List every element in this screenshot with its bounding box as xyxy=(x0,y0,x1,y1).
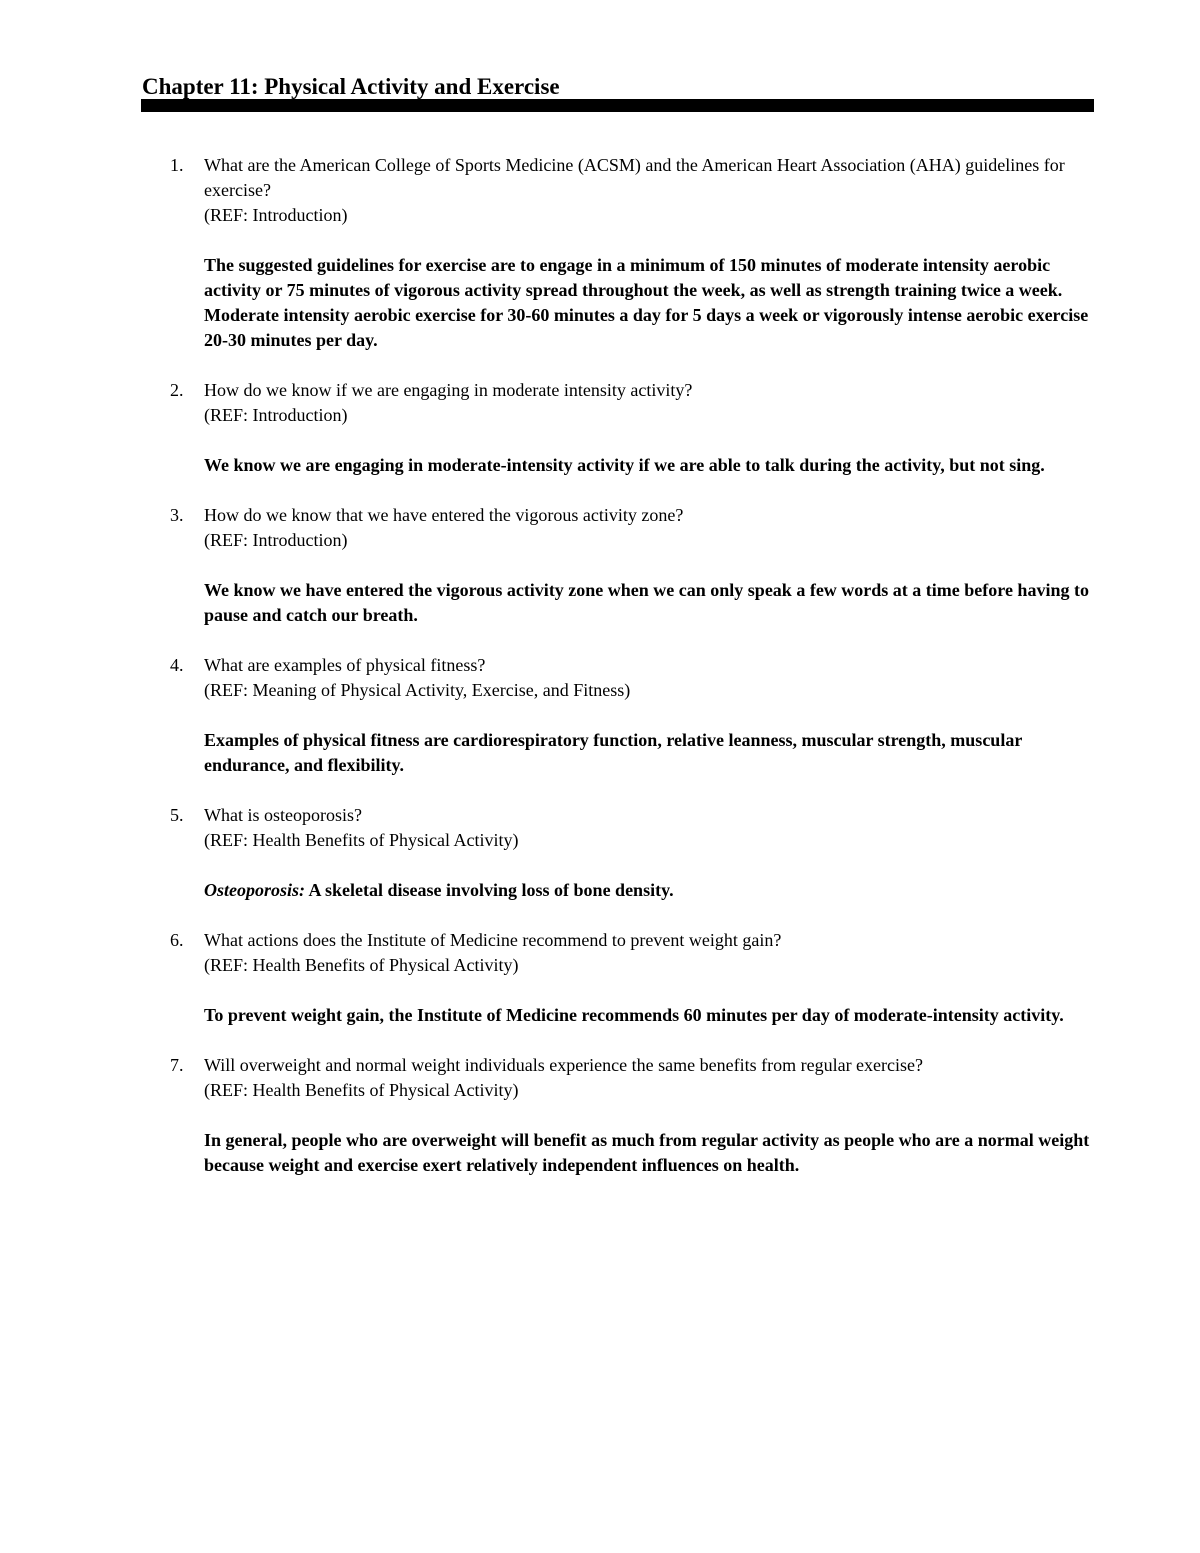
question-item-7 xyxy=(142,1053,1102,1178)
question-reference: (REF: Meaning of Physical Activity, Exercise, and Fitness) xyxy=(204,680,631,700)
question-item-4 xyxy=(142,653,1102,778)
question-number: 7. xyxy=(170,1055,184,1075)
answer-text xyxy=(204,1128,1102,1178)
question-text: What is osteoporosis? xyxy=(204,805,362,825)
question-number: 5. xyxy=(170,805,184,825)
question-number: 1. xyxy=(170,155,184,175)
answer-text xyxy=(204,253,1102,353)
question-reference: (REF: Health Benefits of Physical Activity) xyxy=(204,830,519,850)
question-number: 6. xyxy=(170,930,184,950)
question-text: Will overweight and normal weight individuals experience the same benefits from regular exercise? xyxy=(204,1055,924,1075)
answer-line: Moderate intensity aerobic exercise for 30-60 minutes a day for 5 days a week or vigorously intense aerobic exercise 20-30 minutes per day. xyxy=(204,305,1089,350)
question-list xyxy=(142,153,1102,1203)
question-item-1 xyxy=(142,153,1102,353)
answer-text xyxy=(204,453,1102,478)
question-reference: (REF: Introduction) xyxy=(204,205,348,225)
answer-line: We know we have entered the vigorous activity zone when we can only speak a few words at a time before having to pause and catch our breath. xyxy=(204,580,1089,625)
question-item-2 xyxy=(142,378,1102,478)
question-text: How do we know that we have entered the vigorous activity zone? xyxy=(204,505,684,525)
answer-line: We know we are engaging in moderate-intensity activity if we are able to talk during the activity, but not sing. xyxy=(204,455,1045,475)
answer-line: To prevent weight gain, the Institute of Medicine recommends 60 minutes per day of moderate-intensity activity. xyxy=(204,1005,1064,1025)
answer-text xyxy=(204,728,1102,778)
question-reference: (REF: Health Benefits of Physical Activity) xyxy=(204,1080,519,1100)
question-text: What are examples of physical fitness? xyxy=(204,655,486,675)
question-reference: (REF: Introduction) xyxy=(204,530,348,550)
question-number: 3. xyxy=(170,505,184,525)
question-text: How do we know if we are engaging in moderate intensity activity? xyxy=(204,380,693,400)
question-number: 2. xyxy=(170,380,184,400)
question-item-6 xyxy=(142,928,1102,1028)
answer-line: Examples of physical fitness are cardiorespiratory function, relative leanness, muscular strength, muscular endurance, and flexibility. xyxy=(204,730,1022,775)
answer-definition: A skeletal disease involving loss of bone density. xyxy=(305,880,674,900)
chapter-title: Chapter 11: Physical Activity and Exercise xyxy=(142,74,560,99)
answer-term: Osteoporosis: xyxy=(204,880,306,900)
answer-text xyxy=(204,1003,1102,1028)
title-rule xyxy=(141,99,1094,112)
question-number: 4. xyxy=(170,655,184,675)
answer-text xyxy=(204,878,1102,903)
answer-line: The suggested guidelines for exercise are to engage in a minimum of 150 minutes of moderate intensity aerobic activity or 75 minutes of vigorous activity spread throughout the week, as well as strength training twice a week. xyxy=(204,255,1063,300)
answer-line: In general, people who are overweight will benefit as much from regular activity as people who are a normal weight because weight and exercise exert relatively independent influences on health. xyxy=(204,1130,1090,1175)
question-reference: (REF: Health Benefits of Physical Activity) xyxy=(204,955,519,975)
question-reference: (REF: Introduction) xyxy=(204,405,348,425)
question-text: What are the American College of Sports Medicine (ACSM) and the American Heart Association (AHA) guidelines for exercise? xyxy=(204,155,1065,200)
answer-text xyxy=(204,578,1102,628)
question-item-5 xyxy=(142,803,1102,903)
question-item-3 xyxy=(142,503,1102,628)
question-text: What actions does the Institute of Medicine recommend to prevent weight gain? xyxy=(204,930,782,950)
